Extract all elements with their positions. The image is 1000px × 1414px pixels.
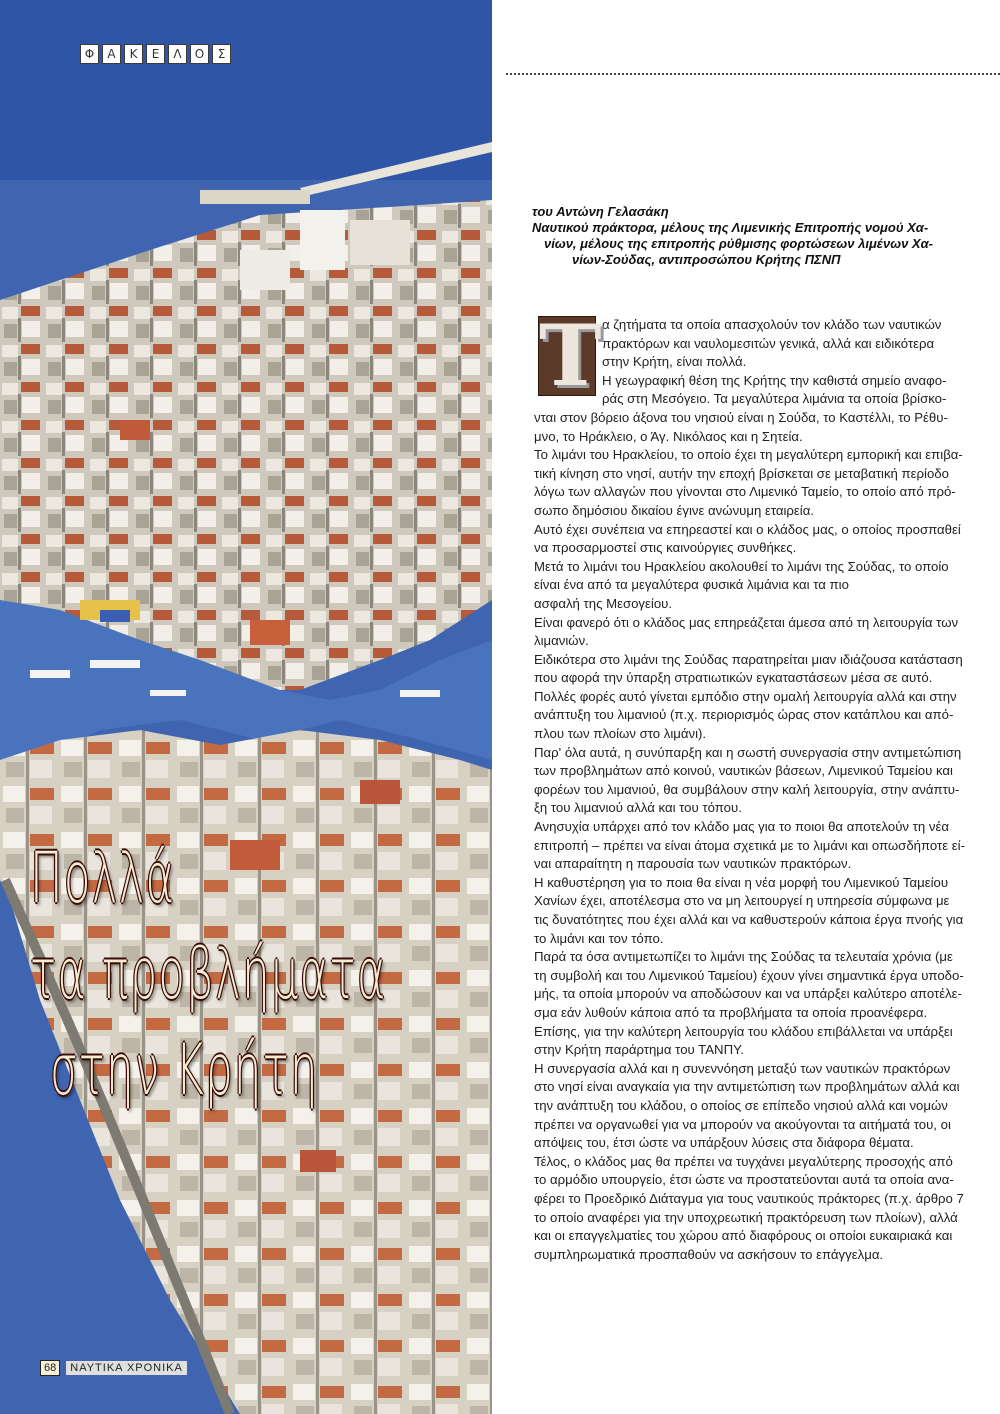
article-line: στην Κρήτη, είναι πολλά. (602, 354, 747, 370)
section-tag (80, 44, 231, 64)
headline-line: τα προβλήματα (30, 933, 387, 1015)
section-tag-letter: Ο (190, 44, 209, 64)
drop-cap (538, 316, 602, 405)
article-line: Παρά τα όσα αντιμετωπίζει το λιμάνι της Σούδας τα τελευταία χρόνια (με (534, 949, 953, 965)
article-line: Επίσης, για την καλύτερη λειτουργία του κλάδου επιβάλλεται να υπάρξει (534, 1023, 953, 1039)
article-line: ξη του λιμανιού αλλά και του τόπου. (534, 800, 742, 816)
byline-line: νίων, μέλους της επιτροπής ρύθμισης φορτώσεων λιμένων Χα- (544, 236, 933, 251)
article-line: Είναι φανερό ότι ο κλάδος μας επηρεάζεται άμεσα από τη λειτουργία των (534, 614, 959, 630)
article-line: σωπο δημόσιου δικαίου έγινε ανώνυμη εταιρεία. (534, 502, 815, 518)
article-line: μής, τα οποία μπορούν να αποδώσουν και να υπάρξει καλύτερο αποτέλε- (534, 986, 962, 1002)
article-line: λόγω των αλλαγών που γίνονται στο Λιμενικό Ταμείο, το οποίο από πρό- (534, 484, 956, 500)
section-tag-letter: Φ (80, 44, 99, 64)
article-lines (518, 409, 1000, 1264)
article-line: το αρμόδιο υπουργείο, έτσι ώστε να προστατεύονται αυτά τα οποία ανα- (534, 1172, 954, 1188)
article-body (518, 316, 1000, 1264)
article-line: πλου των πλοίων στο λιμάνι). (534, 726, 707, 742)
article-line: συμπληρωματικά προσπαθούν να ασκήσουν το επάγγελμα. (534, 1246, 884, 1262)
article-line: στο νησί είναι αναγκαία για την αντιμετώπιση των προβλημάτων αλλά και (534, 1079, 960, 1095)
aerial-town-illustration (0, 0, 492, 1414)
drop-cap-letter: Τ (539, 316, 602, 405)
section-tag-letter: Κ (124, 44, 143, 64)
article-line: είναι ένα από τα μεγαλύτερα φυσικά λιμάνια και τα πιο (534, 577, 849, 593)
article-line: τις δυνατότητες που έχει αλλά και να καθυστερούν κάποια έργα πνοής για (534, 912, 964, 927)
article-line: Η συνεργασία αλλά και η συνεννόηση μεταξύ των ναυτικών πρακτόρων (534, 1060, 951, 1076)
article-line: πρακτόρων και ναυλομεσιτών γενικά, αλλά και ειδικότερα (602, 335, 935, 351)
article-line: πρέπει να οργανωθεί για να μπορούν να ακούγονται τα αιτήματά του, οι (534, 1116, 951, 1132)
article-line: α ζητήματα τα οποία απασχολούν τον κλάδο των ναυτικών (602, 317, 942, 332)
article-line: που αφορά την ύπαρξη στρατιωτικών εγκαταστάσεων μέσα σε αυτό. (534, 670, 933, 686)
article-line: ναι απαραίτητη η παρουσία των ναυτικών πρακτόρων. (534, 856, 852, 872)
article-line: την ανάπτυξη του κλάδου, ο οποίος σε επίπεδο νησιού αλλά και νομών (534, 1097, 948, 1113)
article-line: το οποίο αναφέρει για την υποχρεωτική πρακτόρευση των πλοίων), αλλά (534, 1209, 958, 1225)
article-line: Χανίων έχει, αποτέλεσμα στο να μη λειτουργεί η υπηρεσία σύμφωνα με (534, 893, 950, 909)
page-number: 68 (40, 1360, 60, 1376)
article-line: στην Κρήτη παράρτημα του ΤΑΝΠΥ. (534, 1042, 744, 1058)
byline (532, 204, 1000, 268)
article-line: ράς στη Μεσόγειο. Τα μεγαλύτερα λιμάνια τα οποία βρίσκο- (602, 391, 947, 407)
article-line: Η γεωγραφική θέση της Κρήτης την καθιστά σημείο αναφο- (602, 372, 947, 388)
article-line: να προσαρμοστεί στις καινούργιες συνθήκες. (534, 540, 797, 556)
article-line: Παρ' όλα αυτά, η συνύπαρξη και η σωστή συνεργασία στην αντιμετώπιση (534, 744, 962, 760)
article-line: Αυτό έχει συνέπεια να επηρεαστεί και ο κλάδος μας, ο οποίος προσπαθεί (534, 521, 961, 537)
section-tag-letter: Α (102, 44, 121, 64)
section-tag-letter: Λ (168, 44, 187, 64)
article-line: σμα εάν λυθούν κάποια από τα προβλήματα τα οποία προανέφερα. (534, 1004, 928, 1020)
article-line: φέρει το Προεδρικό Διάταγμα για τους ναυτικούς πράκτορες (π.χ. άρθρο 7 (534, 1190, 964, 1206)
article-line: επιτροπή – πρέπει να είναι άτομα σχετικά με το λιμάνι και οπωσδήποτε εί- (534, 837, 966, 853)
article-line: Ειδικότερα στο λιμάνι της Σούδας παρατηρείται μιαν ιδιάζουσα κατάσταση (534, 651, 963, 667)
article-line: νται στον βόρειο άξονα του νησιού είναι η Σούδα, το Καστέλλι, το Ρέθυ- (534, 409, 948, 425)
article-line: το λιμάνι και τον τόπο. (534, 930, 664, 946)
article-line: τη συμβολή και του Λιμενικού Ταμείου) έχουν γίνει σημαντικά έργα υποδο- (534, 967, 964, 983)
article-line: ασφαλή της Μεσογείου. (534, 595, 673, 611)
headline (20, 830, 480, 1118)
byline-line: Ναυτικού πράκτορα, μέλους της Λιμενικής Επιτροπής νομού Χα- (532, 220, 929, 235)
article-line: φορέων του λιμανιού, θα συμβάλουν στην καλή λειτουργία, στην ανάπτυ- (534, 781, 960, 797)
byline-author: του Αντώνη Γελασάκη (532, 204, 669, 219)
dotted-rule (506, 73, 1000, 75)
section-tag-letter: Ε (146, 44, 165, 64)
article-line: Μετά το λιμάνι του Ηρακλείου ακολουθεί το λιμάνι της Σούδας, το οποίο (534, 558, 949, 574)
article-line: Τέλος, ο κλάδος μας θα πρέπει να τυγχάνει μεγαλύτερης προσοχής από (534, 1153, 953, 1169)
article-line: Η καθυστέρηση για το ποια θα είναι η νέα μορφή του Λιμενικού Ταμείου (534, 874, 949, 890)
article-line: και οι επαγγελματίες του χώρου από διαφόρους οι οποίοι ευκαιριακά και (534, 1228, 953, 1244)
article-line: Το λιμάνι του Ηρακλείου, το οποίο έχει τη μεγαλύτερη εμπορική και επιβα- (534, 447, 963, 463)
article-line: Ανησυχία υπάρχει από τον κλάδο μας για το ποιοι θα αποτελούν τη νέα (534, 819, 949, 835)
headline-line: στην Κρήτη (50, 1029, 319, 1111)
headline-line: Πολλά (30, 837, 176, 919)
aerial-harbor-photo (0, 0, 492, 1414)
article-line: Πολλές φορές αυτό γίνεται εμπόδιο στην ομαλή λειτουργία αλλά και στην (534, 688, 957, 704)
article-line: απόψεις του, έτσι ώστε να υπάρξουν λύσεις στα διάφορα θέματα. (534, 1135, 914, 1151)
byline-line: νίων-Σούδας, αντιπροσώπου Κρήτης ΠΣΝΠ (572, 252, 841, 267)
article-line: τική κίνηση στο νησί, αυτήν την εποχή βρίσκεται σε μεταβατική περίοδο (534, 465, 949, 481)
article-line: ανάπτυξη του λιμανιού (π.χ. περιορισμός ώρας στον κατάπλου και από- (534, 707, 954, 723)
section-tag-letter: Σ (212, 44, 231, 64)
magazine-name: ΝΑΥΤΙΚΑ ΧΡΟΝΙΚΑ (66, 1361, 187, 1375)
page-footer (40, 1360, 187, 1376)
article-line: λιμανιών. (534, 633, 589, 649)
article-line: μνο, το Ηράκλειο, ο Άγ. Νικόλαος και η Σητεία. (534, 428, 803, 444)
article-line: των προβλημάτων από κοινού, ναυτικών βάσεων, Λιμενικού Ταμείου και (534, 763, 953, 779)
